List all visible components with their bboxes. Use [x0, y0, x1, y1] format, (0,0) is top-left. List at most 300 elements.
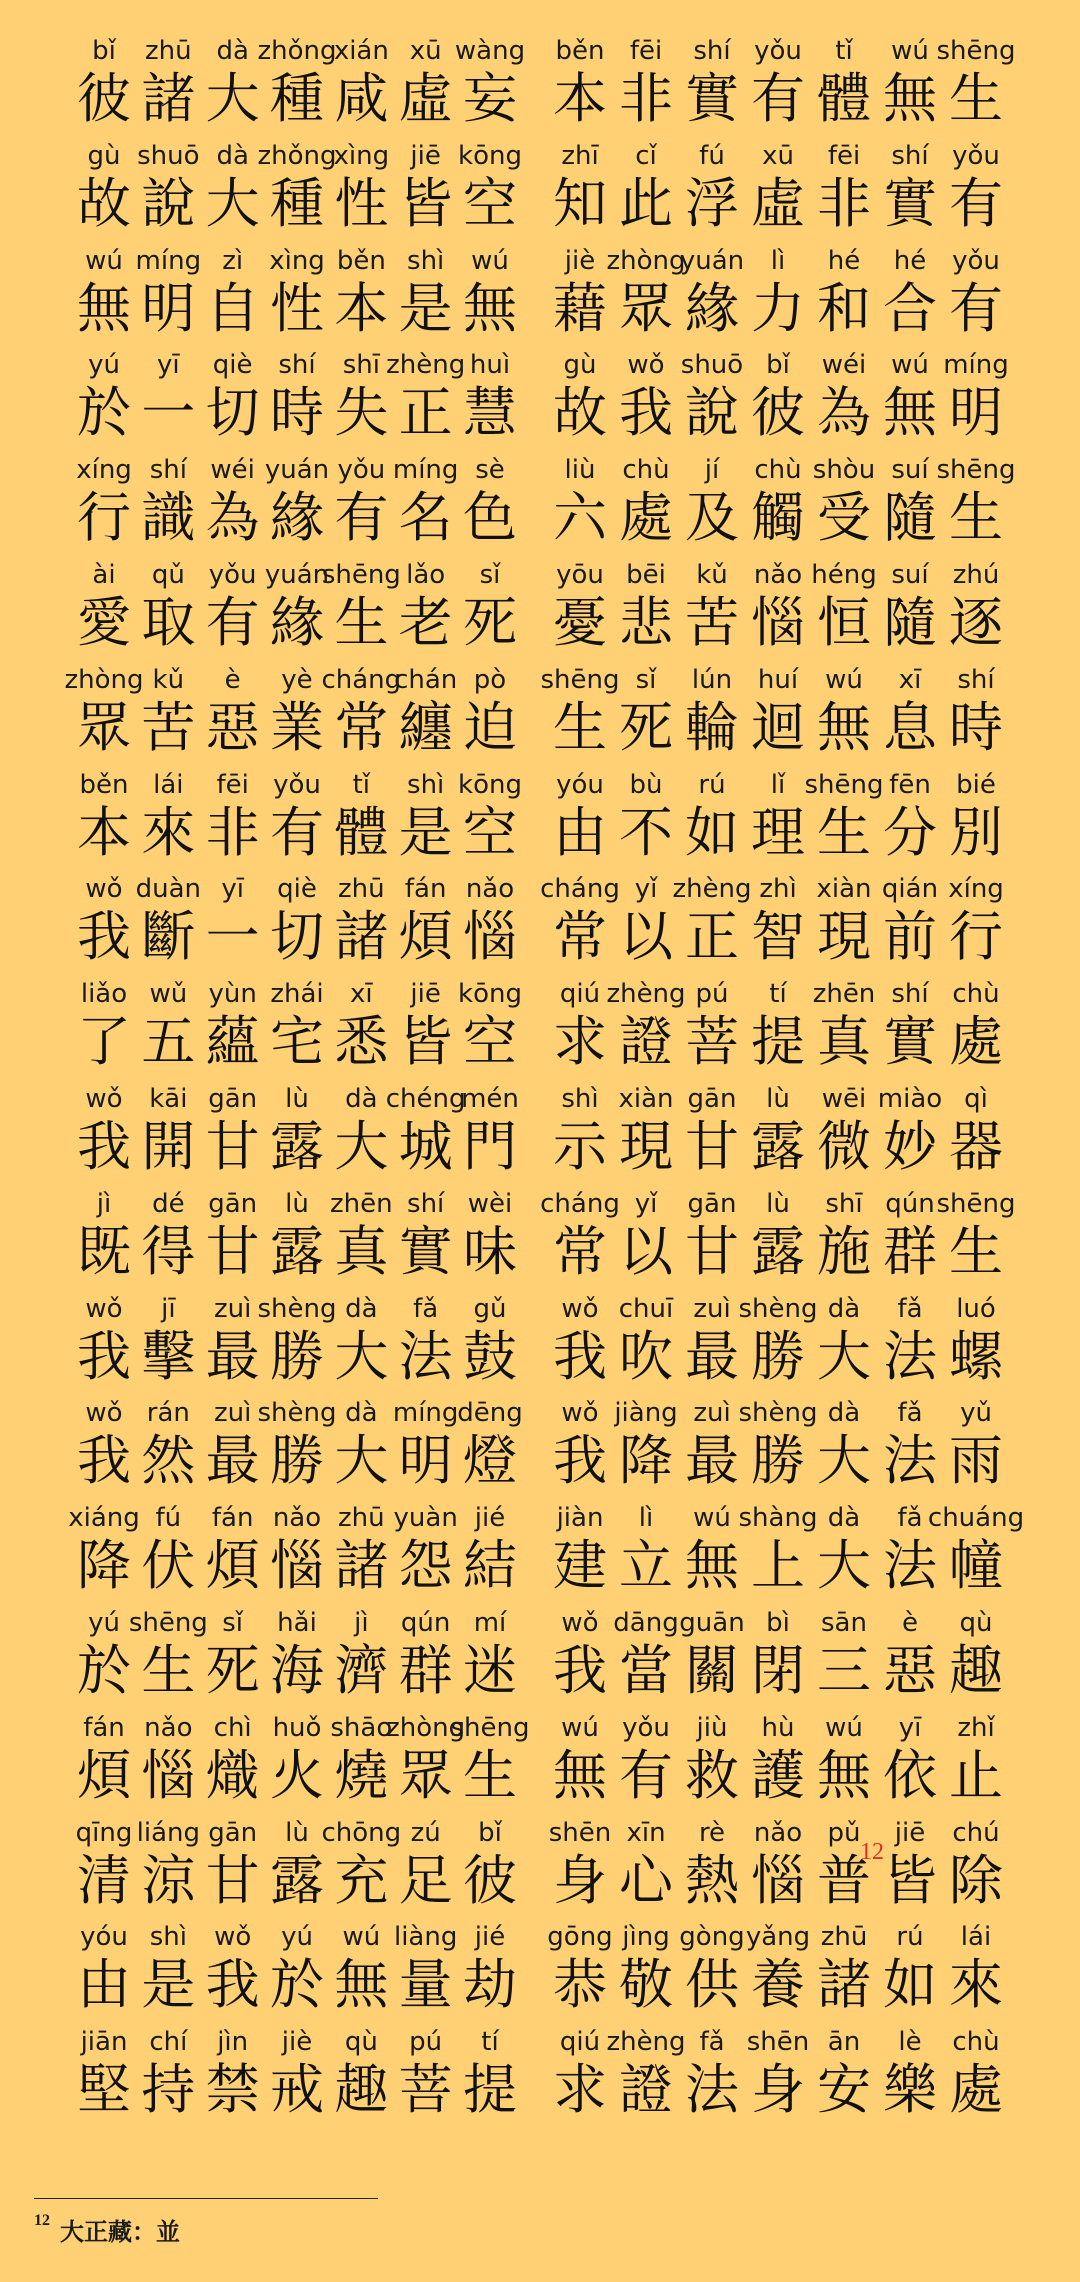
hanzi: 切: [205, 381, 260, 445]
hanzi: 慧: [463, 381, 517, 445]
pinyin: chuī: [618, 1293, 674, 1324]
hanzi: 自: [205, 276, 260, 340]
hanzi: 苦: [685, 590, 739, 654]
hanzi: 提: [751, 1010, 805, 1074]
pinyin: yǒu: [622, 1712, 670, 1743]
hanzi: 無: [334, 1953, 389, 2017]
hanzi: 惡: [883, 1638, 937, 1702]
pinyin: shēn: [548, 1817, 612, 1848]
hanzi: 常: [553, 1219, 607, 1283]
character-cell: [458, 874, 522, 979]
verse-line-left: [64, 664, 522, 770]
hanzi: 露: [270, 1848, 324, 1912]
pinyin: jiè: [564, 245, 596, 276]
hanzi: 最: [205, 1429, 260, 1493]
hanzi: 有: [270, 800, 324, 864]
hanzi: 無: [817, 1743, 871, 1807]
pinyin: shèng: [257, 1398, 337, 1429]
character-cell: [944, 560, 1008, 665]
hanzi: 有: [619, 1743, 673, 1807]
hanzi: 露: [270, 1219, 324, 1283]
hanzi: 煩: [398, 905, 453, 969]
pinyin: zhēn: [812, 979, 876, 1010]
verse-line-right: [548, 1398, 1008, 1503]
hanzi: 觸: [751, 486, 805, 550]
hanzi: 恒: [817, 590, 871, 654]
hanzi: 開: [141, 1114, 196, 1178]
hanzi: 勝: [270, 1324, 324, 1388]
hanzi: 惱: [141, 1743, 196, 1807]
hanzi: 示: [553, 1114, 607, 1178]
pinyin: kǔ: [696, 559, 728, 590]
pinyin: zhǐ: [957, 1712, 995, 1743]
hanzi: 甘: [205, 1848, 260, 1912]
hanzi: 足: [398, 1848, 453, 1912]
pinyin: kōng: [458, 140, 522, 171]
pinyin: qiè: [212, 350, 253, 381]
hanzi: 不: [619, 800, 673, 864]
character-cell: [458, 1084, 522, 1189]
character-cell: [458, 1294, 522, 1399]
hanzi: 憂: [553, 590, 607, 654]
hanzi: 種: [270, 171, 324, 235]
pinyin: zuì: [693, 1293, 731, 1324]
hanzi: 降: [77, 1534, 131, 1598]
pinyin: kōng: [458, 979, 522, 1010]
hanzi: 諸: [334, 1534, 389, 1598]
hanzi: 止: [949, 1743, 1003, 1807]
pinyin: pò: [473, 664, 507, 695]
pinyin: qù: [959, 1607, 993, 1638]
verse-line-right: [548, 1922, 1008, 2027]
hanzi: 分: [883, 800, 937, 864]
hanzi: 實: [398, 1219, 453, 1283]
hanzi: 說: [141, 171, 196, 235]
hanzi: 施: [817, 1219, 871, 1283]
pinyin: cháng: [540, 874, 620, 905]
character-cell: [944, 979, 1008, 1084]
pinyin: jì: [96, 1188, 112, 1219]
hanzi: 我: [553, 1638, 607, 1702]
pinyin: qún: [400, 1607, 451, 1638]
hanzi: 有: [205, 590, 260, 654]
verse-line-right: [540, 874, 1008, 979]
hanzi: 三: [817, 1638, 871, 1702]
pinyin: cháng: [540, 1188, 620, 1219]
pinyin: gān: [208, 1188, 258, 1219]
hanzi: 理: [751, 800, 805, 864]
pinyin: pú: [409, 2027, 443, 2058]
hanzi: 味: [463, 1219, 517, 1283]
character-cell: [944, 1818, 1008, 1923]
hanzi: 清: [77, 1848, 131, 1912]
character-cell: [927, 1503, 1025, 1608]
hanzi: 彼: [463, 1848, 517, 1912]
hanzi: 甘: [205, 1219, 260, 1283]
pinyin: wú: [891, 350, 929, 381]
hanzi: 隨: [883, 590, 937, 654]
pinyin: cháng: [321, 664, 402, 695]
hanzi: 由: [553, 800, 607, 864]
hanzi: 真: [334, 1219, 389, 1283]
hanzi: 大: [334, 1114, 389, 1178]
verse-row: [0, 350, 1080, 455]
character-cell: [936, 1188, 1016, 1294]
verse-line-right: [548, 979, 1008, 1084]
hanzi: 門: [463, 1114, 517, 1178]
hanzi: 生: [949, 1219, 1003, 1283]
pinyin: sǐ: [635, 664, 657, 695]
verse-line-right: [548, 455, 1016, 560]
hanzi: 我: [553, 1429, 607, 1493]
pinyin: kāi: [149, 1083, 188, 1114]
pinyin: jìng: [622, 1922, 670, 1953]
pinyin: qiú: [559, 2027, 601, 2058]
hanzi: 最: [685, 1429, 739, 1493]
pinyin: wēi: [821, 1083, 867, 1114]
pinyin: zú: [410, 1817, 441, 1848]
hanzi: 趣: [334, 2058, 389, 2122]
hanzi: 迷: [463, 1638, 517, 1702]
pinyin: jì: [354, 1607, 369, 1638]
hanzi: 諸: [817, 1953, 871, 2017]
pinyin: wǒ: [561, 1293, 599, 1324]
character-cell: [936, 36, 1016, 141]
hanzi: 以: [619, 1219, 673, 1283]
hanzi: 正: [685, 905, 739, 969]
pinyin: wú: [85, 245, 123, 276]
pinyin: zhèng: [386, 350, 466, 381]
pinyin: zhǒng: [257, 36, 337, 66]
pinyin: kōng: [458, 769, 522, 800]
hanzi: 空: [463, 800, 517, 864]
pinyin: yǒu: [952, 245, 1000, 276]
pinyin: chí: [149, 2027, 188, 2058]
pinyin: xìng: [269, 245, 325, 276]
hanzi: 眾: [398, 1743, 453, 1807]
pinyin: fǎ: [897, 1293, 923, 1324]
hanzi: 身: [751, 2058, 805, 2122]
pinyin: chú: [952, 1817, 1000, 1848]
hanzi: 行: [77, 486, 131, 550]
footnote-divider: [34, 2198, 378, 2199]
pinyin: lái: [960, 1922, 992, 1953]
hanzi: 立: [619, 1534, 673, 1598]
pinyin: liǎo: [80, 979, 128, 1010]
pinyin: wǒ: [85, 1398, 123, 1429]
hanzi: 持: [141, 2058, 196, 2122]
pinyin: yuán: [679, 245, 745, 276]
hanzi: 輪: [685, 695, 739, 759]
pinyin: yǔ: [960, 1398, 992, 1429]
verse-row: [0, 36, 1080, 141]
pinyin: dà: [827, 1398, 861, 1429]
hanzi: 有: [334, 486, 389, 550]
hanzi: 生: [553, 695, 607, 759]
hanzi: 惱: [751, 1848, 805, 1912]
hanzi: 惱: [270, 1534, 324, 1598]
pinyin: wú: [825, 1712, 863, 1743]
hanzi: 身: [553, 1848, 607, 1912]
hanzi: 我: [619, 381, 673, 445]
hanzi: 安: [817, 2058, 871, 2122]
verse-row: [0, 560, 1080, 665]
hanzi: 別: [949, 800, 1003, 864]
hanzi: 來: [949, 1953, 1003, 2017]
hanzi: 當: [619, 1638, 673, 1702]
character-cell: [458, 1608, 522, 1713]
verse-line-left: [72, 455, 522, 560]
pinyin: nǎo: [465, 874, 515, 905]
character-cell: [944, 2027, 1008, 2132]
hanzi: 智: [751, 905, 805, 969]
hanzi: 諸: [141, 67, 196, 130]
hanzi: 燒: [334, 1743, 389, 1807]
pinyin: gān: [208, 1817, 258, 1848]
pinyin: rè: [698, 1817, 726, 1848]
hanzi: 鼓: [463, 1324, 517, 1388]
hanzi: 充: [334, 1848, 389, 1912]
verse-row: [0, 2027, 1080, 2132]
pinyin: dà: [827, 1293, 861, 1324]
pinyin: lì: [638, 1503, 654, 1534]
pinyin: shì: [561, 1083, 599, 1114]
hanzi: 處: [949, 2058, 1003, 2122]
hanzi: 無: [817, 695, 871, 759]
pinyin: shēng: [321, 559, 401, 590]
pinyin: yǐ: [634, 874, 658, 905]
hanzi: 海: [270, 1638, 324, 1702]
verse-row: [0, 246, 1080, 351]
hanzi: 性: [334, 171, 389, 235]
pinyin: duàn: [135, 874, 202, 905]
hanzi: 逐: [949, 590, 1003, 654]
hanzi: 彼: [751, 381, 805, 445]
hanzi: 切: [270, 905, 324, 969]
hanzi: 供: [685, 1953, 739, 2017]
pinyin: qún: [885, 1188, 935, 1219]
character-cell: [458, 141, 522, 246]
hanzi: 於: [77, 1638, 131, 1702]
hanzi: 火: [270, 1743, 324, 1807]
pinyin: jī: [161, 1293, 176, 1324]
pinyin: yǒu: [208, 559, 257, 590]
pinyin: hé: [893, 245, 927, 276]
hanzi: 除: [949, 1848, 1003, 1912]
pinyin: fǎ: [897, 1503, 923, 1534]
hanzi: 如: [883, 1953, 937, 2017]
pinyin: chù: [754, 455, 802, 486]
character-cell: [458, 1398, 522, 1503]
pinyin: dà: [345, 1293, 378, 1324]
footnote-text: 大正藏：並: [60, 2220, 180, 2246]
hanzi: 悲: [619, 590, 673, 654]
hanzi: 彼: [77, 67, 131, 130]
pinyin: wú: [693, 1503, 731, 1534]
verse-row: [0, 1294, 1080, 1399]
hanzi: 無: [883, 67, 937, 130]
pinyin: pú: [695, 979, 729, 1010]
hanzi: 堅: [77, 2058, 131, 2122]
hanzi: 虛: [751, 171, 805, 235]
verse-line-left: [72, 979, 522, 1084]
pinyin: zhū: [145, 36, 192, 66]
hanzi: 我: [77, 905, 131, 969]
pinyin: guān: [679, 1607, 745, 1638]
pinyin: shuō: [680, 350, 744, 381]
verse-line-left: [72, 2027, 522, 2132]
hanzi: 現: [619, 1114, 673, 1178]
hanzi: 依: [883, 1743, 937, 1807]
pinyin: yǒu: [273, 769, 321, 800]
pinyin: qù: [344, 2027, 378, 2058]
hanzi: 識: [141, 486, 196, 550]
pinyin: liù: [564, 455, 596, 486]
pinyin: gān: [687, 1188, 737, 1219]
character-cell: [944, 770, 1008, 875]
pinyin: yú: [88, 1607, 120, 1638]
pinyin: zhèng: [672, 874, 752, 905]
hanzi: 護: [751, 1743, 805, 1807]
pinyin: shí: [278, 350, 316, 381]
pinyin: tǐ: [352, 769, 371, 800]
hanzi: 本: [334, 276, 389, 340]
pinyin: shí: [693, 36, 731, 66]
pinyin: huǒ: [272, 1712, 322, 1743]
hanzi: 熾: [205, 1743, 260, 1807]
hanzi: 證: [619, 2058, 673, 2122]
verse-area: [0, 36, 1080, 2132]
hanzi: 得: [141, 1219, 196, 1283]
verse-row: [0, 1713, 1080, 1818]
pinyin: lún: [691, 664, 733, 695]
verse-line-left: [72, 1922, 522, 2027]
pinyin: míng: [943, 350, 1009, 381]
hanzi: 露: [751, 1114, 805, 1178]
pinyin: wú: [342, 1922, 381, 1953]
pinyin: è: [902, 1607, 918, 1638]
verse-line-left: [72, 350, 522, 455]
hanzi: 為: [817, 381, 871, 445]
character-cell: [944, 1922, 1008, 2027]
hanzi: 生: [817, 800, 871, 864]
verse-line-right: [548, 1713, 1008, 1818]
pinyin: wàng: [454, 36, 526, 66]
pinyin: chù: [952, 2027, 1000, 2058]
pinyin: tí: [481, 2027, 499, 2058]
hanzi: 諸: [334, 905, 389, 969]
pinyin: yǒu: [952, 140, 1000, 171]
pinyin: shí: [407, 1188, 445, 1219]
hanzi: 和: [817, 276, 871, 340]
hanzi: 法: [685, 2058, 739, 2122]
pinyin: chán: [394, 664, 458, 695]
pinyin: hǎi: [277, 1607, 317, 1638]
pinyin: xī: [898, 664, 922, 695]
hanzi: 行: [949, 905, 1003, 969]
pinyin: gōng: [547, 1922, 613, 1953]
hanzi: 死: [205, 1638, 260, 1702]
pinyin: zuì: [213, 1293, 252, 1324]
verse-row: [0, 1503, 1080, 1608]
pinyin: sǐ: [222, 1607, 244, 1638]
hanzi: 斷: [141, 905, 196, 969]
pinyin: yú: [88, 350, 120, 381]
pinyin: chuáng: [927, 1503, 1025, 1534]
hanzi: 生: [463, 1743, 517, 1807]
verse-line-right: [540, 1188, 1016, 1294]
hanzi: 心: [619, 1848, 673, 1912]
pinyin: wú: [471, 245, 509, 276]
hanzi: 我: [77, 1324, 131, 1388]
hanzi: 苦: [141, 695, 196, 759]
character-cell: [458, 560, 522, 665]
pinyin: wǒ: [561, 1398, 599, 1429]
verse-line-left: [72, 141, 522, 246]
hanzi: 有: [751, 67, 805, 130]
pinyin: è: [224, 664, 241, 695]
pinyin: gòng: [679, 1922, 745, 1953]
hanzi: 五: [141, 1010, 196, 1074]
hanzi: 力: [751, 276, 805, 340]
pinyin: cǐ: [635, 140, 657, 171]
pinyin: chéng: [385, 1083, 466, 1114]
pinyin: shèng: [738, 1398, 818, 1429]
hanzi: 來: [141, 800, 196, 864]
pinyin: zhū: [820, 1922, 868, 1953]
verse-line-right: [548, 246, 1008, 351]
pinyin: shēng: [540, 664, 620, 695]
hanzi: 迴: [751, 695, 805, 759]
pinyin: ān: [827, 2027, 861, 2058]
hanzi: 實: [883, 171, 937, 235]
hanzi: 菩: [685, 1010, 739, 1074]
hanzi: 惱: [751, 590, 805, 654]
hanzi: 名: [398, 486, 453, 550]
hanzi: 無: [463, 276, 517, 340]
hanzi: 知: [553, 171, 607, 235]
pinyin: dà: [345, 1083, 378, 1114]
pinyin: hù: [761, 1712, 795, 1743]
hanzi: 大: [817, 1429, 871, 1493]
hanzi: 咸: [334, 67, 389, 130]
pinyin: jié: [474, 1503, 506, 1534]
hanzi: 我: [77, 1429, 131, 1493]
pinyin: gù: [563, 350, 597, 381]
pinyin: rú: [698, 769, 726, 800]
hanzi: 有: [949, 276, 1003, 340]
pinyin: yī: [221, 874, 244, 905]
verse-line-right: [540, 664, 1008, 770]
pinyin: bēi: [626, 559, 666, 590]
pinyin: yǒu: [754, 36, 802, 66]
hanzi: 我: [77, 1114, 131, 1178]
hanzi: 真: [817, 1010, 871, 1074]
hanzi: 悉: [334, 1010, 389, 1074]
pinyin: xiàn: [618, 1083, 674, 1114]
hanzi: 時: [270, 381, 324, 445]
verse-line-right: [548, 350, 1008, 455]
verse-line-left: [68, 1503, 522, 1608]
hanzi: 故: [77, 171, 131, 235]
pinyin: wǒ: [85, 1083, 123, 1114]
hanzi: 法: [883, 1324, 937, 1388]
verse-row: [0, 979, 1080, 1084]
pinyin: wǔ: [149, 979, 188, 1010]
pinyin: shēn: [746, 2027, 810, 2058]
character-cell: [944, 665, 1008, 770]
pinyin: fú: [155, 1503, 182, 1534]
